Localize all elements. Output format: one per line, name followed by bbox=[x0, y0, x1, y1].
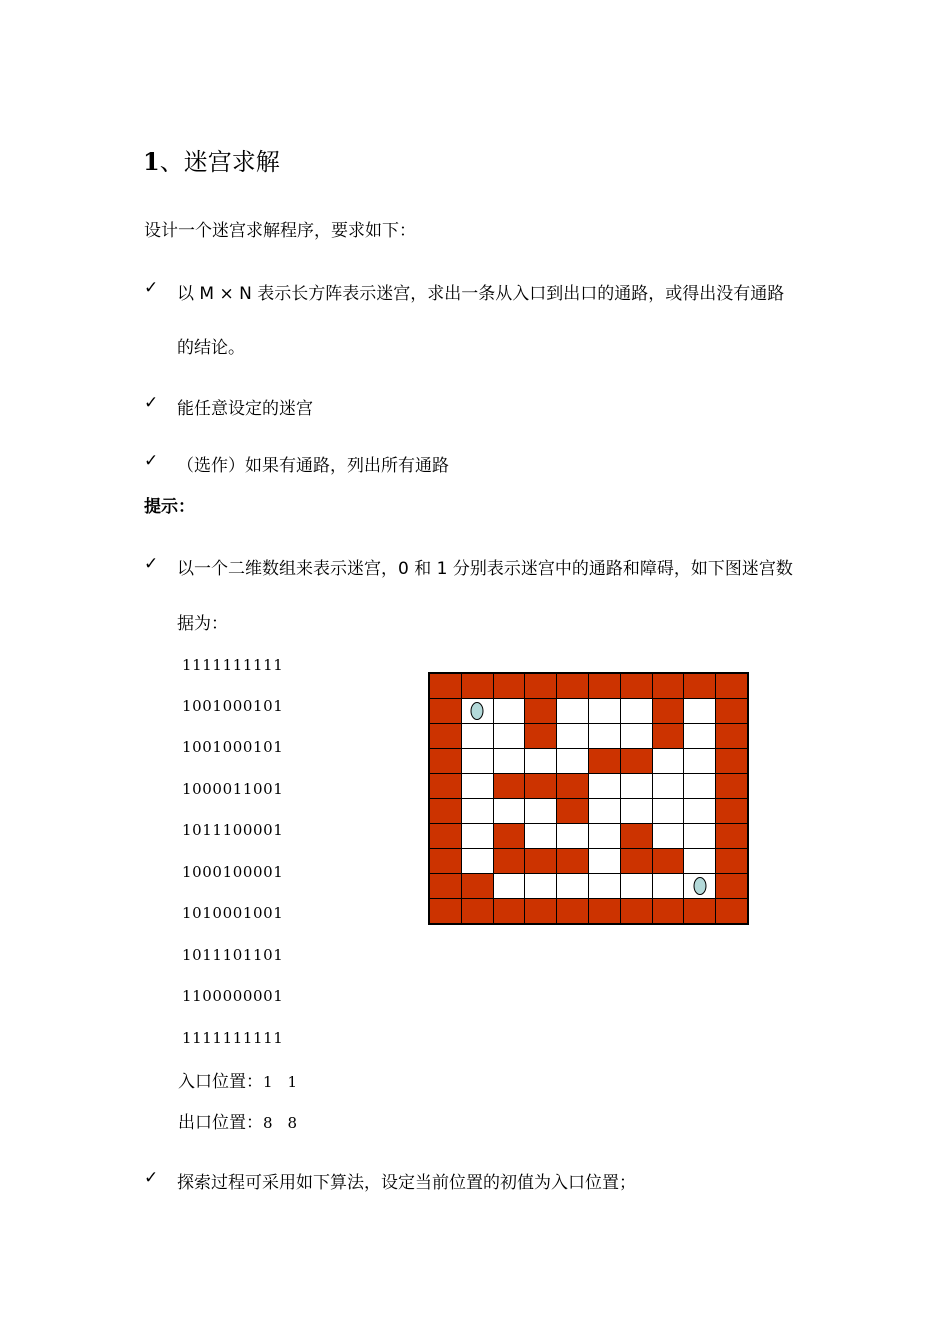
maze-grid bbox=[428, 672, 749, 925]
entrance-label: 入口位置： bbox=[178, 1072, 263, 1092]
maze-wall-cell bbox=[557, 674, 588, 698]
maze-path-cell bbox=[494, 874, 525, 898]
maze-wall-cell bbox=[430, 899, 461, 923]
maze-wall-cell bbox=[621, 674, 652, 698]
maze-wall-cell bbox=[525, 724, 556, 748]
maze-wall-cell bbox=[430, 724, 461, 748]
maze-path-cell bbox=[653, 749, 684, 773]
maze-path-cell bbox=[589, 799, 620, 823]
maze-path-cell bbox=[525, 749, 556, 773]
maze-path-cell bbox=[462, 849, 493, 873]
maze-wall-cell bbox=[525, 674, 556, 698]
maze-path-cell bbox=[684, 724, 715, 748]
maze-path-cell bbox=[684, 749, 715, 773]
hint-title: 提示： bbox=[144, 497, 195, 517]
maze-wall-cell bbox=[557, 774, 588, 798]
maze-wall-cell bbox=[494, 899, 525, 923]
check-icon: ✓ bbox=[144, 393, 159, 413]
maze-wall-cell bbox=[525, 899, 556, 923]
maze-row-text: 1111111111 bbox=[182, 656, 284, 674]
requirement-3: （选作）如果有通路，列出所有通路 bbox=[177, 456, 449, 476]
maze-wall-cell bbox=[716, 674, 747, 698]
maze-path-cell bbox=[653, 824, 684, 848]
maze-wall-cell bbox=[716, 774, 747, 798]
maze-wall-cell bbox=[525, 849, 556, 873]
maze-wall-cell bbox=[462, 674, 493, 698]
maze-wall-cell bbox=[684, 899, 715, 923]
maze-wall-cell bbox=[589, 749, 620, 773]
maze-path-cell bbox=[557, 749, 588, 773]
maze-path-cell bbox=[684, 849, 715, 873]
maze-path-cell bbox=[589, 699, 620, 723]
maze-wall-cell bbox=[716, 899, 747, 923]
check-icon: ✓ bbox=[144, 278, 159, 298]
exit-marker bbox=[693, 877, 706, 895]
maze-row-text: 1111111111 bbox=[182, 1029, 284, 1047]
maze-wall-cell bbox=[430, 674, 461, 698]
maze-wall-cell bbox=[494, 674, 525, 698]
maze-wall-cell bbox=[621, 749, 652, 773]
maze-path-cell bbox=[589, 724, 620, 748]
maze-path-cell bbox=[589, 824, 620, 848]
requirement-1-line1: 以 M × N 表示长方阵表示迷宫，求出一条从入口到出口的通路，或得出没有通路 bbox=[177, 284, 785, 304]
maze-wall-cell bbox=[589, 674, 620, 698]
maze-wall-cell bbox=[525, 774, 556, 798]
maze-row-text: 1010001001 bbox=[182, 904, 284, 922]
maze-row-text: 1001000101 bbox=[182, 738, 284, 756]
maze-path-cell bbox=[589, 874, 620, 898]
maze-path-cell bbox=[525, 874, 556, 898]
maze-wall-cell bbox=[462, 899, 493, 923]
maze-wall-cell bbox=[716, 799, 747, 823]
maze-path-cell bbox=[462, 724, 493, 748]
section-heading bbox=[143, 142, 280, 177]
exit-position bbox=[178, 1108, 297, 1133]
entrance-value: 1 1 bbox=[263, 1073, 298, 1091]
intro-text: 设计一个迷宫求解程序，要求如下： bbox=[144, 221, 416, 241]
maze-path-cell bbox=[494, 699, 525, 723]
maze-wall-cell bbox=[716, 849, 747, 873]
maze-wall-cell bbox=[716, 749, 747, 773]
maze-row-text: 1000011001 bbox=[182, 780, 284, 798]
maze-wall-cell bbox=[494, 824, 525, 848]
maze-path-cell bbox=[557, 724, 588, 748]
maze-path-cell bbox=[494, 724, 525, 748]
maze-path-cell bbox=[557, 874, 588, 898]
maze-path-cell bbox=[684, 774, 715, 798]
maze-wall-cell bbox=[621, 849, 652, 873]
maze-row-text: 1000100001 bbox=[182, 863, 284, 881]
maze-wall-cell bbox=[494, 774, 525, 798]
maze-path-cell bbox=[621, 724, 652, 748]
maze-path-cell bbox=[589, 774, 620, 798]
maze-wall-cell bbox=[716, 824, 747, 848]
check-icon: ✓ bbox=[144, 554, 159, 574]
maze-wall-cell bbox=[557, 849, 588, 873]
maze-wall-cell bbox=[494, 849, 525, 873]
maze-wall-cell bbox=[557, 799, 588, 823]
heading-number: 1 bbox=[143, 147, 160, 176]
maze-wall-cell bbox=[525, 699, 556, 723]
maze-wall-cell bbox=[684, 674, 715, 698]
maze-path-cell bbox=[557, 699, 588, 723]
requirement-2: 能任意设定的迷宫 bbox=[177, 399, 313, 419]
maze-path-cell bbox=[462, 824, 493, 848]
maze-row-text: 1001000101 bbox=[182, 697, 284, 715]
maze-wall-cell bbox=[430, 749, 461, 773]
maze-wall-cell bbox=[621, 899, 652, 923]
maze-wall-cell bbox=[653, 849, 684, 873]
maze-path-cell bbox=[557, 824, 588, 848]
entrance-position bbox=[178, 1067, 297, 1092]
maze-wall-cell bbox=[716, 724, 747, 748]
requirement-1-line2: 的结论。 bbox=[177, 338, 245, 358]
maze-wall-cell bbox=[716, 874, 747, 898]
maze-wall-cell bbox=[653, 899, 684, 923]
maze-path-cell bbox=[621, 874, 652, 898]
maze-wall-cell bbox=[557, 899, 588, 923]
entrance-marker bbox=[471, 702, 484, 720]
exit-label: 出口位置： bbox=[178, 1113, 263, 1133]
heading-title: 、迷宫求解 bbox=[159, 148, 280, 176]
maze-wall-cell bbox=[621, 824, 652, 848]
maze-wall-cell bbox=[653, 724, 684, 748]
exit-value: 8 8 bbox=[263, 1114, 298, 1132]
check-icon: ✓ bbox=[144, 451, 159, 471]
maze-path-cell bbox=[653, 874, 684, 898]
maze-wall-cell bbox=[430, 699, 461, 723]
maze-row-text: 1011101101 bbox=[182, 946, 284, 964]
maze-path-cell bbox=[653, 799, 684, 823]
maze-row-text: 1011100001 bbox=[182, 821, 284, 839]
maze-path-cell bbox=[684, 699, 715, 723]
maze-path-cell bbox=[684, 824, 715, 848]
maze-path-cell bbox=[684, 874, 715, 898]
maze-path-cell bbox=[589, 849, 620, 873]
maze-path-cell bbox=[494, 749, 525, 773]
maze-wall-cell bbox=[430, 799, 461, 823]
maze-path-cell bbox=[462, 774, 493, 798]
maze-path-cell bbox=[653, 774, 684, 798]
maze-wall-cell bbox=[430, 774, 461, 798]
maze-wall-cell bbox=[653, 674, 684, 698]
hint-line2: 据为： bbox=[177, 614, 228, 634]
maze-path-cell bbox=[525, 824, 556, 848]
maze-wall-cell bbox=[716, 699, 747, 723]
maze-path-cell bbox=[494, 799, 525, 823]
maze-wall-cell bbox=[430, 824, 461, 848]
maze-path-cell bbox=[621, 699, 652, 723]
maze-path-cell bbox=[462, 749, 493, 773]
maze-path-cell bbox=[462, 699, 493, 723]
maze-path-cell bbox=[684, 799, 715, 823]
maze-path-cell bbox=[462, 799, 493, 823]
maze-wall-cell bbox=[462, 874, 493, 898]
maze-wall-cell bbox=[589, 899, 620, 923]
maze-path-cell bbox=[621, 799, 652, 823]
algorithm-note: 探索过程可采用如下算法，设定当前位置的初值为入口位置； bbox=[177, 1173, 636, 1193]
maze-path-cell bbox=[621, 774, 652, 798]
maze-wall-cell bbox=[430, 874, 461, 898]
maze-wall-cell bbox=[653, 699, 684, 723]
check-icon: ✓ bbox=[144, 1168, 159, 1188]
hint-line1: 以一个二维数组来表示迷宫，0 和 1 分别表示迷宫中的通路和障碍，如下图迷宫数 bbox=[177, 559, 793, 579]
maze-path-cell bbox=[525, 799, 556, 823]
maze-row-text: 1100000001 bbox=[182, 987, 284, 1005]
maze-wall-cell bbox=[430, 849, 461, 873]
